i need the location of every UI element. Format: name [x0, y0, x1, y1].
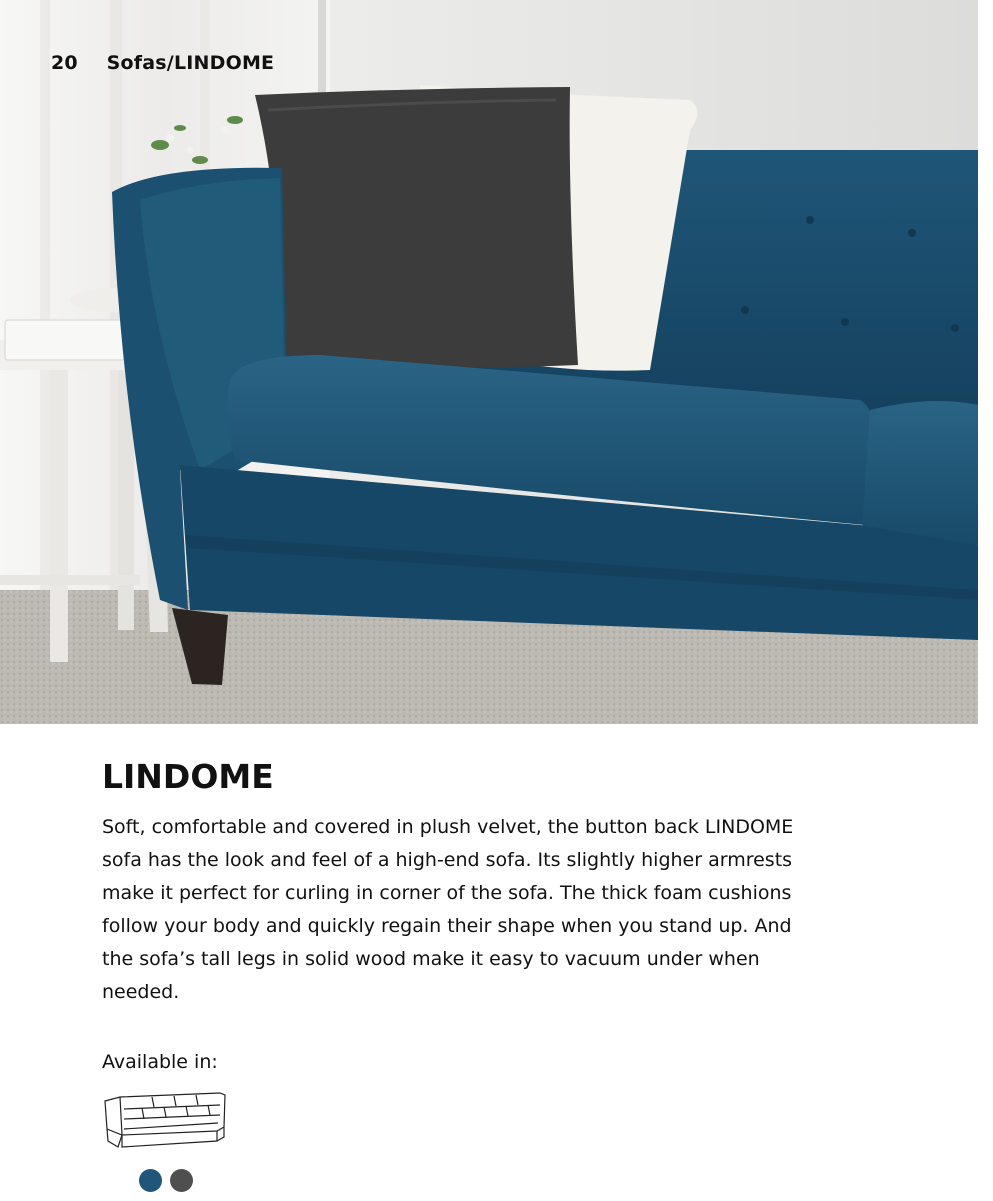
- page-header: [51, 52, 274, 74]
- sofa-outline-icon: [102, 1089, 228, 1153]
- available-in-label: Available in:: [102, 1051, 218, 1073]
- color-swatch-grey[interactable]: [170, 1169, 193, 1192]
- section-title: Sofas/LINDOME: [106, 52, 275, 74]
- color-swatch-blue[interactable]: [139, 1169, 162, 1192]
- page-number: 20: [51, 52, 78, 74]
- product-name: LINDOME: [102, 757, 274, 796]
- product-description: Soft, comfortable and covered in plush velvet, the button back LINDOME sofa has the look and feel of a high-end sofa. Its slightly higher armrests make it perfect for curling in corner of the sofa. The thick foam cushions follow your body and quickly regain their shape when you stand up. And the sofa’s tall legs in solid wood make it easy to vacuum under when needed.: [102, 816, 794, 1003]
